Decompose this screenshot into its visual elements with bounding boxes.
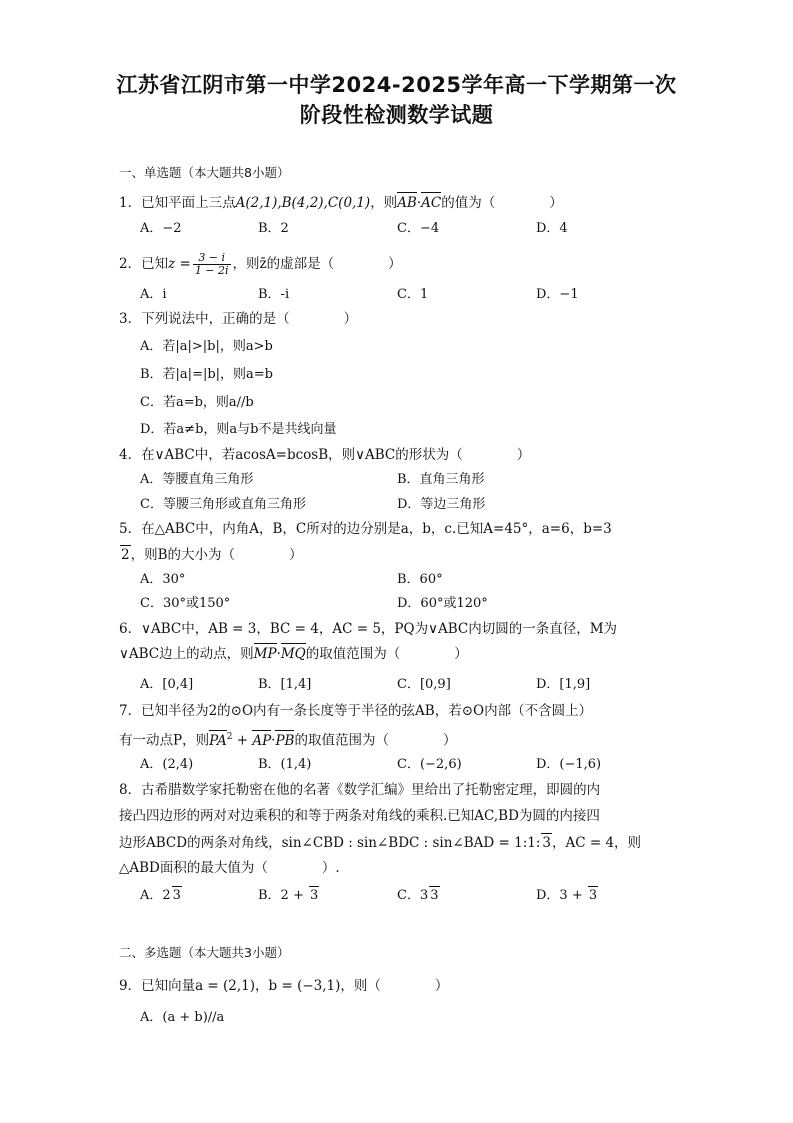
question-5-line2 (119, 545, 673, 564)
q1-option-a: A．−2 (140, 221, 182, 236)
q5-option-d: D．60°或120° (397, 596, 488, 611)
q7-option-b: B．(1,4) (258, 757, 312, 772)
q8-sqrt-3: 3 (542, 835, 551, 851)
q5-option-a: A．30° (140, 572, 186, 587)
q2-option-d: D．−1 (536, 287, 579, 302)
q4-option-a: A．等腰直角三角形 (140, 472, 254, 487)
q1-option-d: D．4 (536, 221, 568, 236)
q8-option-b-pre: B．2 + (258, 888, 308, 903)
q2-z: z = (168, 256, 191, 272)
question-8-line3 (119, 833, 673, 852)
q8-option-a-sqrt: 3 (172, 888, 181, 903)
exam-title-line1: 江苏省江阴市第一中学2024-2025学年高一下学期第一次 (116, 73, 677, 97)
q7-option-d: D．(−1,6) (536, 757, 602, 772)
q7-vector-pb: PB (275, 732, 295, 749)
question-4: 4．在∨ABC中，若acosA=bcosB，则∨ABC的形状为（ ） (119, 447, 531, 463)
section-heading-multi-choice: 二、多选题（本大题共3小题） (119, 945, 290, 960)
question-1 (119, 194, 673, 212)
q8-line3-prefix: 边形ABCD的两条对角线，sin∠CBD : sin∠BDC : sin∠BAD = 1:1: (119, 835, 541, 851)
q3-option-b: B．若|a|=|b|，则a=b (140, 367, 274, 382)
q1-mid: ，则 (370, 195, 398, 211)
q5-line2-rest: ，则B的大小为（ ） (130, 547, 303, 563)
q7-dot: · (271, 732, 276, 749)
q1-dot: · (416, 195, 422, 211)
q1-points: A(2,1),B(4,2),C(0,1) (235, 195, 371, 211)
q2-numerator: 3 − i (193, 252, 231, 265)
q6-option-b: B．[1,4] (258, 677, 312, 692)
q3-option-d: D．若a≠b，则a与b不是共线向量 (140, 422, 337, 437)
q1-prefix: 1．已知平面上三点 (119, 195, 236, 211)
q8-option-c-pre: C．3 (397, 888, 429, 903)
question-8-line4: △ABD面积的最大值为（ ）. (119, 860, 340, 876)
q6-dot: · (276, 646, 281, 662)
q6-vector-mp: MP (253, 646, 277, 662)
q4-option-c: C．等腰三角形或直角三角形 (140, 497, 306, 512)
q8-option-d (536, 886, 598, 905)
exam-title-line2: 阶段性检测数学试题 (299, 103, 494, 127)
q8-option-b (258, 886, 319, 905)
q8-option-c (397, 886, 440, 905)
q7-line2-suffix: 的取值范围为（ ） (294, 732, 457, 749)
q8-line3-suffix: ，AC = 4，则 (552, 835, 642, 851)
section-heading-single-choice: 一、单选题（本大题共8小题） (119, 165, 290, 180)
question-3: 3．下列说法中，正确的是（ ） (119, 311, 358, 327)
q6-vector-mq: MQ (280, 646, 306, 662)
q7-option-c: C．(−2,6) (397, 757, 462, 772)
q7-plus: + (232, 732, 253, 749)
q6-option-d: D．[1,9] (536, 677, 591, 692)
q9-option-a: A．(a + b)//a (140, 1010, 225, 1025)
q7-square: 2 (226, 732, 233, 742)
q1-option-c: C．−4 (397, 221, 440, 236)
q6-option-c: C．[0,9] (397, 677, 451, 692)
q8-option-d-pre: D．3 + (536, 888, 587, 903)
q4-option-d: D．等边三角形 (397, 497, 486, 512)
q6-line2-prefix: ∨ABC边上的动点，则 (119, 646, 254, 662)
q5-option-c: C．30°或150° (140, 596, 231, 611)
q1-vector-ac: AC (421, 195, 442, 211)
question-6-line2 (119, 645, 673, 663)
q2-prefix: 2．已知 (119, 256, 169, 272)
question-6-line1: 6．∨ABC中，AB = 3，BC = 4，AC = 5，PQ为∨ABC内切圆的一条直径，M为 (119, 621, 618, 637)
q8-option-d-sqrt: 3 (588, 888, 598, 903)
q2-fraction (193, 252, 231, 277)
q7-vector-pa: PA (209, 732, 227, 749)
q1-option-b: B．2 (258, 221, 289, 236)
q6-line2-suffix: 的取值范围为（ ） (305, 646, 468, 662)
q6-option-a: A．[0,4] (140, 677, 194, 692)
q2-option-a: A．i (140, 287, 167, 302)
q8-option-c-sqrt: 3 (430, 888, 439, 903)
q3-option-a: A．若|a|>|b|，则a>b (140, 339, 273, 354)
q5-sqrt-2: 2 (121, 547, 130, 563)
q3-option-c: C．若a=b，则a//b (140, 395, 254, 410)
question-2 (119, 252, 673, 277)
q2-option-b: B．-i (258, 287, 290, 302)
q8-option-a (140, 886, 182, 905)
q2-option-c: C．1 (397, 287, 429, 302)
q5-option-b: B．60° (397, 572, 443, 587)
q4-option-b: B．直角三角形 (397, 472, 485, 487)
q7-option-a: A．(2,4) (140, 757, 194, 772)
question-5-line1: 5．在△ABC中，内角A，B，C所对的边分别是a，b，c.已知A=45°，a=6，b=3 (119, 521, 612, 537)
question-7-line1: 7．已知半径为2的⊙O内有一条长度等于半径的弦AB，若⊙O内部（不含圆上） (119, 703, 593, 719)
question-8-line2: 接凸四边形的两对对边乘积的和等于两条对角线的乘积.已知AC,BD为圆的内接四 (119, 808, 600, 824)
q1-suffix: 的值为（ ） (441, 195, 563, 211)
q8-option-a-pre: A．2 (140, 888, 171, 903)
q8-option-b-sqrt: 3 (309, 888, 319, 903)
question-8-line1: 8．古希腊数学家托勒密在他的名著《数学汇编》里给出了托勒密定理，即圆的内 (119, 782, 601, 798)
q7-line2-prefix: 有一动点P，则 (119, 732, 210, 749)
q1-vector-ab: AB (397, 195, 417, 211)
q2-denominator: 1 − 2i (194, 264, 229, 277)
question-7-line2 (119, 728, 673, 750)
q2-suffix: ，则z̄的虚部是（ ） (232, 256, 402, 272)
q7-vector-ap: AP (252, 732, 272, 749)
question-9: 9．已知向量a = (2,1)，b = (−3,1)，则（ ） (119, 978, 449, 994)
